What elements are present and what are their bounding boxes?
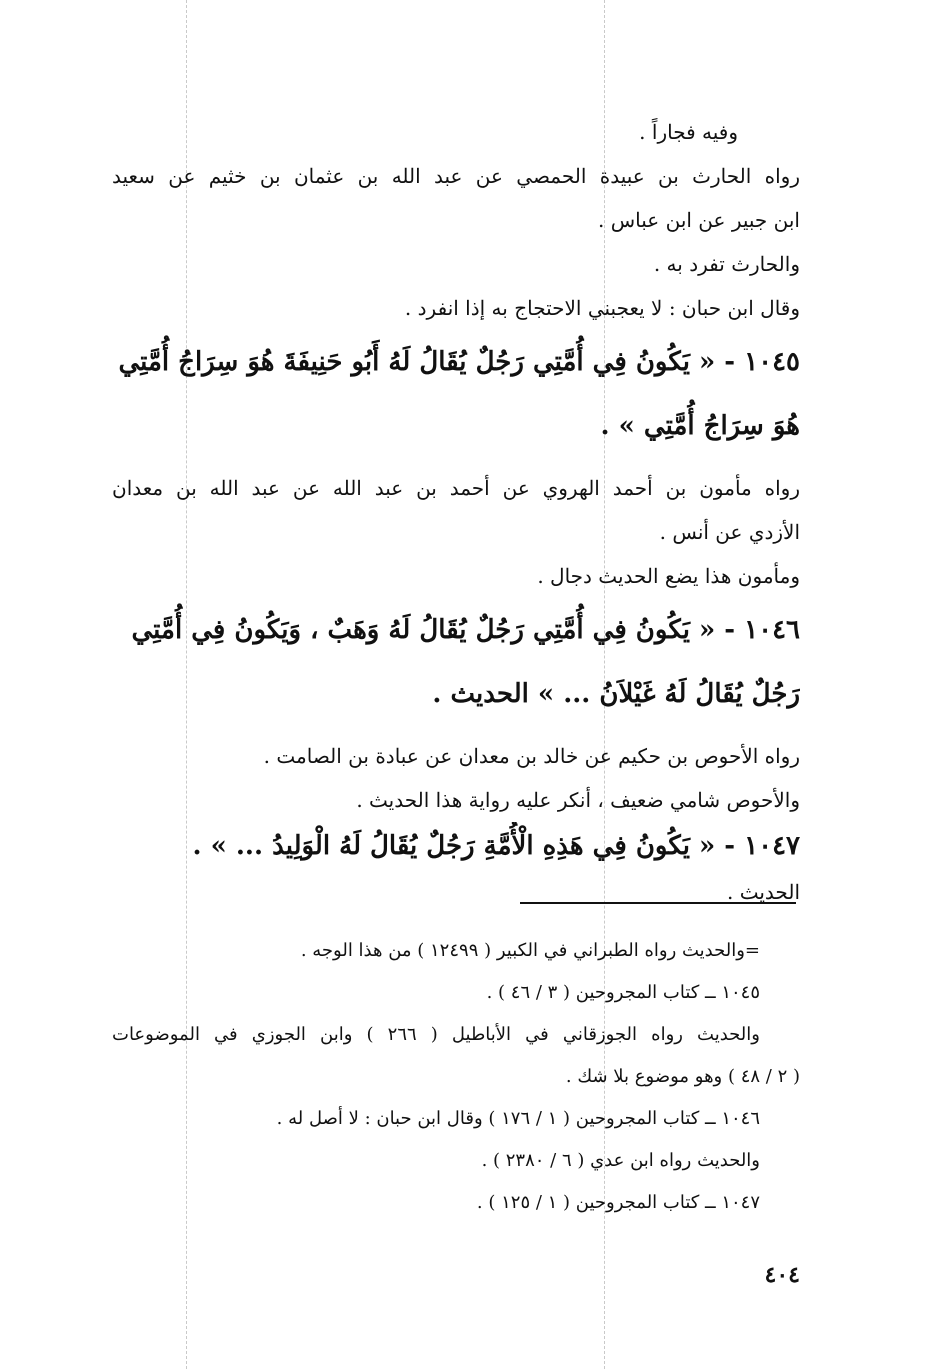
hadith-heading-1045: ١٠٤٥ - « يَكُونُ فِي أُمَّتِي رَجُلٌ يُقَالُ لَهُ أَبُو حَنِيفَةَ هُوَ سِرَاجُ أُمَّتِي [118, 347, 800, 377]
footnote-line: ١٠٤٧ ــ كتاب المجروحين ( ١ / ١٢٥ ) . [476, 1192, 760, 1213]
text-line: رواه الأحوص بن حكيم عن خالد بن معدان عن عبادة بن الصامت . [263, 744, 800, 768]
hadith-heading-1046-cont: رَجُلٌ يُقَالُ لَهُ غَيْلاَنُ ... » الحديث . [432, 679, 800, 709]
text-line: الحديث . [727, 880, 800, 904]
page-number: ٤٠٤ [764, 1262, 800, 1288]
text-line: رواه مأمون بن أحمد الهروي عن أحمد بن عبد الله عن عبد الله بن معدان [112, 476, 800, 500]
text-line: وقال ابن حبان : لا يعجبني الاحتجاج به إذا انفرد . [404, 296, 800, 320]
text-line: والحارث تفرد به . [653, 252, 800, 276]
footnotes [112, 930, 800, 1224]
text-line: وفيه فجاراً . [639, 120, 738, 144]
hadith-heading-1047: ١٠٤٧ - « يَكُونُ فِي هَذِهِ الْأُمَّةِ رَجُلٌ يُقَالُ لَهُ الْوَلِيدُ ... » . [192, 831, 800, 861]
text-line: الأزدي عن أنس . [659, 520, 800, 544]
hadith-heading-1045-cont: هُوَ سِرَاجُ أُمَّتِي » . [600, 411, 800, 441]
footnote-line: ١٠٤٦ ــ كتاب المجروحين ( ١ / ١٧٦ ) وقال ابن حبان : لا أصل له . [276, 1108, 760, 1129]
hadith-heading-1046: ١٠٤٦ - « يَكُونُ فِي أُمَّتِي رَجُلٌ يُقَالُ لَهُ وَهَبٌ ، وَيَكُونُ فِي أُمَّتِي [131, 615, 800, 645]
footnote-line: والحديث رواه الجوزقاني في الأباطيل ( ٢٦٦ ) وابن الجوزي في الموضوعات [112, 1024, 760, 1045]
footnote-line: =والحديث رواه الطبراني في الكبير ( ١٢٤٩٩ ) من هذا الوجه . [300, 940, 760, 961]
footnote-line: ١٠٤٥ ــ كتاب المجروحين ( ٣ / ٤٦ ) . [486, 982, 760, 1003]
footnote-line: ( ٢ / ٤٨ ) وهو موضوع بلا شك . [565, 1066, 800, 1087]
text-line: والأحوص شامي ضعيف ، أنكر عليه رواية هذا الحديث . [356, 788, 800, 812]
text-line: ومأمون هذا يضع الحديث دجال . [537, 564, 800, 588]
text-line: رواه الحارث بن عبيدة الحمصي عن عبد الله بن عثمان بن خثيم عن سعيد [112, 164, 800, 188]
text-line: ابن جبير عن ابن عباس . [598, 208, 800, 232]
footnote-line: والحديث رواه ابن عدي ( ٦ / ٢٣٨٠ ) . [481, 1150, 760, 1171]
footnote-divider [520, 902, 796, 904]
main-text [112, 110, 800, 914]
